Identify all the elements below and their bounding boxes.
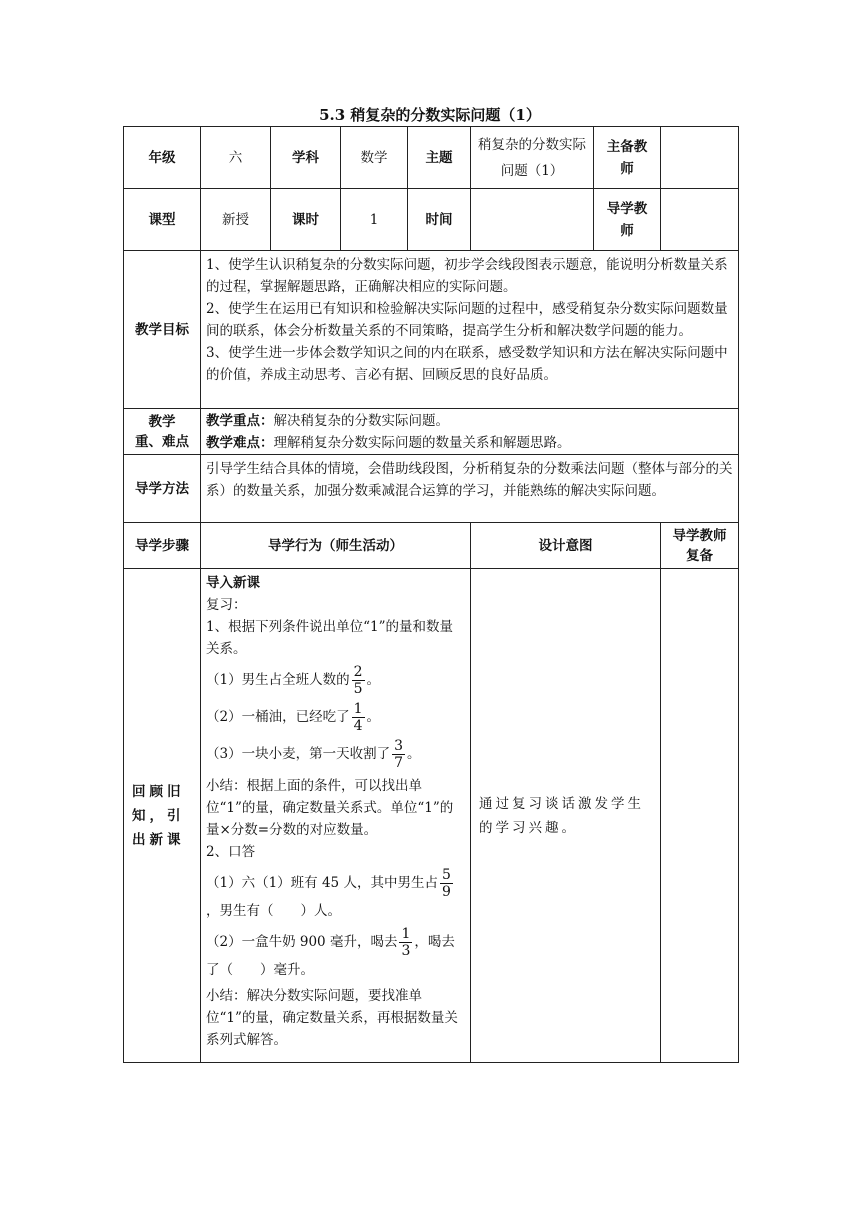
type-value: 新授 bbox=[201, 189, 271, 251]
step1-label: 回顾旧知，引出新课 bbox=[124, 569, 201, 1063]
goals-row bbox=[124, 251, 739, 409]
subject-value: 数学 bbox=[341, 127, 408, 189]
intent-header: 设计意图 bbox=[471, 523, 661, 569]
difficulty-label: 教学难点： bbox=[206, 434, 274, 451]
difficulty-text: 理解稍复杂分数实际问题的数量关系和解题思路。 bbox=[273, 434, 571, 451]
step1-heading: 导入新课 bbox=[206, 575, 260, 591]
guide-teacher-label: 导学教师 bbox=[594, 189, 661, 251]
goal-item-2: 2、使学生在运用已有知识和检验解决实际问题的过程中，感受稍复杂分数实际问题数量间的联系，体会分析数量关系的不同策略，提高学生分析和解决数学问题的能力。 bbox=[206, 301, 728, 339]
method-row bbox=[124, 455, 739, 523]
header-row-1 bbox=[124, 127, 739, 189]
fraction: $\frac{3}{7}$ bbox=[394, 738, 404, 771]
type-label: 课型 bbox=[124, 189, 201, 251]
question-1: 1、根据下列条件说出单位“1”的量和数量关系。 bbox=[206, 619, 453, 657]
summary-2: 小结：解决分数实际问题，要找准单位“1”的量，确定数量关系，再根据数量关系列式解答。 bbox=[206, 988, 458, 1048]
period-value: 1 bbox=[341, 189, 408, 251]
topic-value: 稍复杂的分数实际问题（1） bbox=[471, 127, 594, 189]
goal-item-3: 3、使学生进一步体会数学知识之间的内在联系，感受数学知识和方法在解决实际问题中的价值，养成主动思考、言必有据、回顾反思的良好品质。 bbox=[206, 345, 728, 383]
header-row-2 bbox=[124, 189, 739, 251]
goals-label: 教学目标 bbox=[124, 251, 201, 409]
method-text: 引导学生结合具体的情境，会借助线段图，分析稍复杂的分数乘法问题（整体与部分的关系）的数量关系，加强分数乘减混合运算的学习，并能熟练的解决实际问题。 bbox=[201, 455, 739, 523]
lesson-plan-table bbox=[123, 126, 739, 1063]
fraction: $\frac{5}{9}$ bbox=[441, 867, 451, 900]
fraction: $\frac{1}{4}$ bbox=[353, 701, 363, 734]
review-header: 导学教师复备 bbox=[661, 523, 739, 569]
key-points-label-line-2: 重、难点 bbox=[135, 433, 189, 450]
goals-content bbox=[201, 251, 739, 409]
question-2: 2、口答 bbox=[206, 844, 256, 860]
key-points-label bbox=[124, 409, 201, 455]
step1-row bbox=[124, 569, 739, 1063]
review-label: 复习： bbox=[206, 597, 247, 613]
main-teacher-value bbox=[661, 127, 739, 189]
method-label: 导学方法 bbox=[124, 455, 201, 523]
review-item-1: （1）男生占全班人数的 $\frac{2}{5}$ 。 bbox=[206, 664, 381, 697]
key-points-content bbox=[201, 409, 739, 455]
step1-intent: 通过复习谈话激发学生的学习兴趣。 bbox=[471, 569, 661, 1063]
topic-label: 主题 bbox=[408, 127, 471, 189]
review-item-2: （2）一桶油，已经吃了 $\frac{1}{4}$ 。 bbox=[206, 701, 381, 734]
grade-value: 六 bbox=[201, 127, 271, 189]
page-title: 5.3 稍复杂的分数实际问题（1） bbox=[319, 106, 541, 124]
summary-1: 小结：根据上面的条件，可以找出单位“1”的量，确定数量关系式。单位“1”的量×分数=分数的对应数量。 bbox=[206, 778, 454, 838]
review-item-3: （3）一块小麦，第一天收割了 $\frac{3}{7}$ 。 bbox=[206, 738, 421, 771]
step1-review bbox=[661, 569, 739, 1063]
period-label: 课时 bbox=[271, 189, 341, 251]
oral-item-2: （2）一盒牛奶 900 毫升，喝去 $\frac{1}{3}$ ，喝去了（ ）毫升。 bbox=[206, 926, 455, 978]
step-header: 导学步骤 bbox=[124, 523, 201, 569]
focus-text: 解决稍复杂的分数实际问题。 bbox=[273, 412, 449, 429]
time-label: 时间 bbox=[408, 189, 471, 251]
grade-label: 年级 bbox=[124, 127, 201, 189]
guide-teacher-value bbox=[661, 189, 739, 251]
step1-content bbox=[201, 569, 471, 1063]
subject-label: 学科 bbox=[271, 127, 341, 189]
focus-label: 教学重点： bbox=[206, 412, 274, 429]
steps-header-row bbox=[124, 523, 739, 569]
fraction: $\frac{2}{5}$ bbox=[353, 664, 363, 697]
oral-item-1: （1）六（1）班有 45 人，其中男生占 $\frac{5}{9}$ ，男生有（ ）人。 bbox=[206, 867, 451, 919]
time-value bbox=[471, 189, 594, 251]
behavior-header: 导学行为（师生活动） bbox=[201, 523, 471, 569]
fraction: $\frac{1}{3}$ bbox=[401, 926, 411, 959]
goal-item-1: 1、使学生认识稍复杂的分数实际问题，初步学会线段图表示题意，能说明分析数量关系的过程，掌握解题思路，正确解决相应的实际问题。 bbox=[206, 257, 728, 295]
main-teacher-label: 主备教师 bbox=[594, 127, 661, 189]
key-points-row bbox=[124, 409, 739, 455]
key-points-label-line-1: 教学 bbox=[148, 413, 176, 430]
